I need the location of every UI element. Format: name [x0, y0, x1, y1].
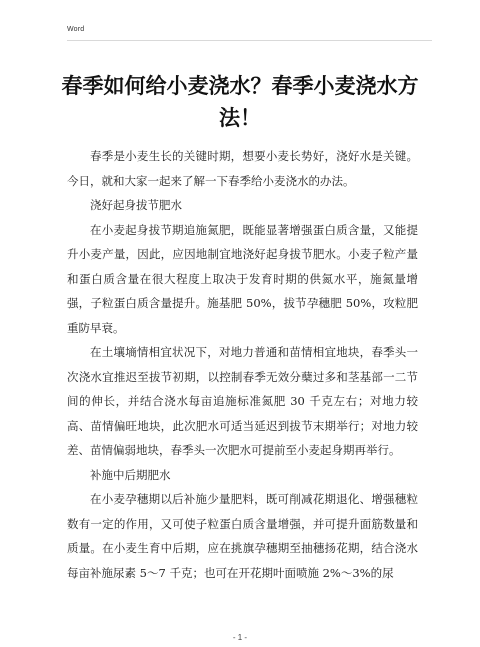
section-1-heading: 浇好起身拔节肥水: [90, 198, 182, 212]
document-title-line-2: 法！: [219, 105, 261, 130]
document-title-line-1: 春季如何给小麦浇水？春季小麦浇水方: [61, 73, 419, 98]
document-body: [67, 144, 418, 585]
header-divider: [67, 40, 432, 41]
header-app-label: Word: [67, 26, 85, 33]
section-2-paragraph-1: 在小麦孕穗期以后补施少量肥料，既可削减花期退化、增强穗粒数有一定的作用，又可使子粒蛋白质含量增强，并可提升面筋数量和质量。在小麦生育中后期，应在挑旗孕穗期至抽穗扬花期，结合浇水每亩补施尿素 5～7 千克；也可在开花期叶面喷施 2%～3%的尿: [67, 492, 418, 580]
section-1-paragraph-2: 在土壤墒情相宜状况下，对地力普通和苗情相宜地块，春季头一次浇水宜推迟至拔节初期，以控制春季无效分蘖过多和茎基部一二节间的伸长，并结合浇水每亩追施标准氮肥 30 千克左右；对地力较高、苗情偏旺地块，此次肥水可适当延迟到拔节末期举行；对地力较差、苗情偏弱地块，春季头一次肥水可提前至小麦起身期再举行。: [67, 345, 418, 457]
section-2-heading: 补施中后期肥水: [90, 467, 171, 482]
section-1-paragraph-1: 在小麦起身拔节期追施氮肥，既能显著增强蛋白质含量，又能提升小麦产量，因此，应因地制宜地浇好起身拔节肥水。小麦子粒产量和蛋白质含量在很大程度上取决于发育时期的供氮水平，施氮量增强，子粒蛋白质含量提升。施基肥 50%，拔节孕穗肥 50%，攻粒肥重防早衰。: [67, 222, 418, 335]
intro-paragraph: 春季是小麦生长的关键时期，想要小麦长势好，浇好水是关键。今日，就和大家一起来了解一下春季给小麦浇水的办法。: [67, 149, 418, 188]
page-number: - 1 -: [232, 633, 248, 642]
